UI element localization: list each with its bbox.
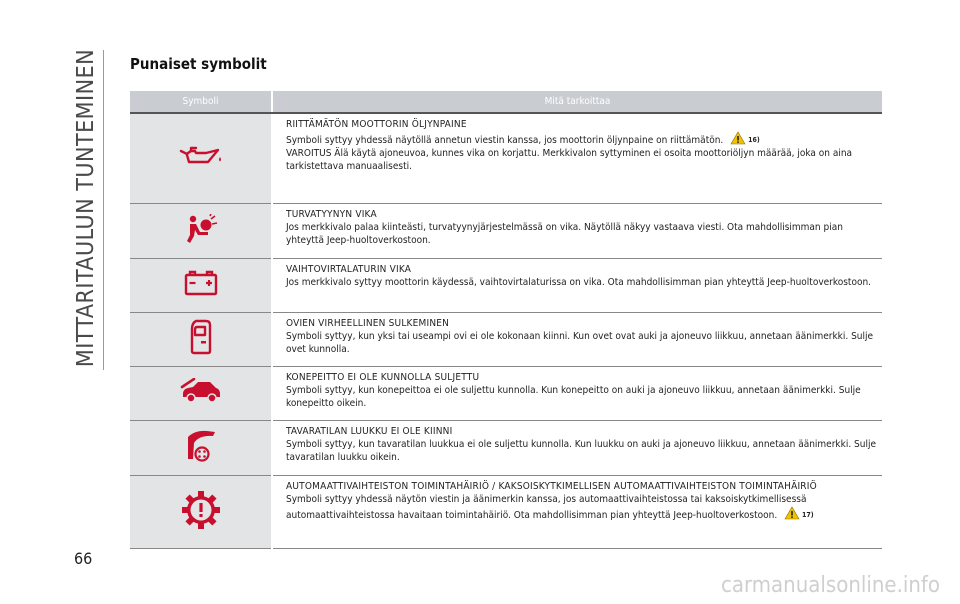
symbol-cell: [130, 475, 272, 548]
side-chapter-title: MITTARITAULUN TUNTEMINEN: [73, 48, 99, 368]
watermark: carmanualsonline.info: [721, 573, 940, 598]
row-text: Symboli syttyy yhdessä näytöllä annetun viestin kanssa, jos moottorin öljynpaine on riittämätön.: [286, 135, 724, 146]
symbol-cell: [130, 420, 272, 475]
table-row: [130, 113, 882, 203]
description-cell: [272, 475, 882, 548]
header-symbol: Symboli: [130, 91, 272, 113]
table-row: [130, 475, 882, 548]
warning-triangle-icon: [730, 131, 746, 145]
header-meaning: Mitä tarkoittaa: [272, 91, 882, 113]
row-title: KONEPEITTO EI OLE KUNNOLLA SULJETTU: [286, 371, 480, 383]
row-text: Symboli syttyy, kun konepeittoa ei ole suljettu kunnolla. Kun konepeitto on auki ja ajoneuvo liikkuu, annetaan äänimerkki. Sulje konepeitto oikein.: [286, 384, 861, 409]
symbol-cell: [130, 203, 272, 258]
hood-open-icon: [180, 378, 222, 404]
row-text: Jos merkkivalo syttyy moottorin käydessä, vaihtovirtalaturissa on vika. Ota mahdollisimman pian yhteyttä Jeep-huoltoverkostoon.: [286, 276, 872, 288]
description-cell: [272, 113, 882, 203]
description-cell: [272, 312, 882, 366]
footnote-ref: 16): [748, 136, 760, 144]
footnote-ref: 17): [802, 510, 814, 519]
description-cell: [272, 366, 882, 420]
row-text: Symboli syttyy yhdessä näytön viestin ja äänimerkin kanssa, jos automaattivaihteistossa tai kaksoiskytkimellisessä automaattivaihteistossa havaitaan toimintahäiriö. Ota mahdollisimman pian yhteyttä Jeep-huoltoverkostoon.: [286, 493, 807, 521]
row-text: Symboli syttyy, kun yksi tai useampi ovi ei ole kokonaan kiinni. Kun ovet ovat auki ja ajoneuvo liikkuu, annetaan äänimerkki. Sulje ovet kunnolla.: [286, 330, 874, 355]
row-title: VAIHTOVIRTALATURIN VIKA: [286, 263, 412, 275]
transmission-fault-icon: [181, 490, 221, 530]
description-cell: [272, 420, 882, 475]
row-title: TURVATYYNYN VIKA: [286, 208, 377, 220]
description-cell: [272, 203, 882, 258]
airbag-icon: [184, 214, 218, 244]
table-row: [130, 203, 882, 258]
row-title: RIITTÄMÄTÖN MOOTTORIN ÖLJYNPAINE: [286, 119, 467, 130]
row-text-secondary: VAROITUS Älä käytä ajoneuvoa, kunnes vika on korjattu. Merkkivalon syttyminen ei osoita moottoriöljyn määrää, joka on aina tarkistettava manuaalisesti.: [286, 148, 853, 172]
symbol-table: [130, 91, 882, 549]
battery-icon: [184, 270, 218, 296]
symbol-cell: [130, 366, 272, 420]
row-title: TAVARATILAN LUUKKU EI OLE KIINNI: [286, 425, 453, 437]
page-number: 66: [74, 549, 93, 568]
side-divider: [103, 50, 104, 370]
table-row: [130, 366, 882, 420]
warning-triangle-icon: [784, 506, 800, 520]
section-heading: Punaiset symbolit: [130, 55, 267, 73]
door-open-icon: [189, 319, 213, 355]
table-row: [130, 420, 882, 475]
table-header-row: [130, 91, 882, 113]
oil-can-icon: [178, 145, 224, 167]
symbol-cell: [130, 113, 272, 203]
tailgate-open-icon: [185, 429, 217, 463]
row-text: Symboli syttyy, kun tavaratilan luukkua ei ole suljettu kunnolla. Kun luukku on auki ja ajoneuvo liikkuu, annetaan äänimerkki. Sulje tavaratilan luukku oikein.: [286, 438, 876, 463]
row-text: Jos merkkivalo palaa kiinteästi, turvatyynyjärjestelmässä on vika. Näytöllä näkyy vastaava viesti. Ota mahdollisimman pian yhteyttä Jeep-huoltoverkostoon.: [286, 221, 843, 246]
table-row: [130, 312, 882, 366]
table-row: [130, 258, 882, 312]
row-text-line: [286, 493, 882, 522]
description-cell: [272, 258, 882, 312]
row-text-line: [286, 131, 882, 147]
row-title: AUTOMAATTIVAIHTEISTON TOIMINTAHÄIRIÖ / KAKSOISKYTKIMELLISEN AUTOMAATTIVAIHTEISTON TOIMINTAHÄIRIÖ: [286, 480, 817, 492]
symbol-cell: [130, 312, 272, 366]
symbol-cell: [130, 258, 272, 312]
row-title: OVIEN VIRHEELLINEN SULKEMINEN: [286, 317, 450, 329]
